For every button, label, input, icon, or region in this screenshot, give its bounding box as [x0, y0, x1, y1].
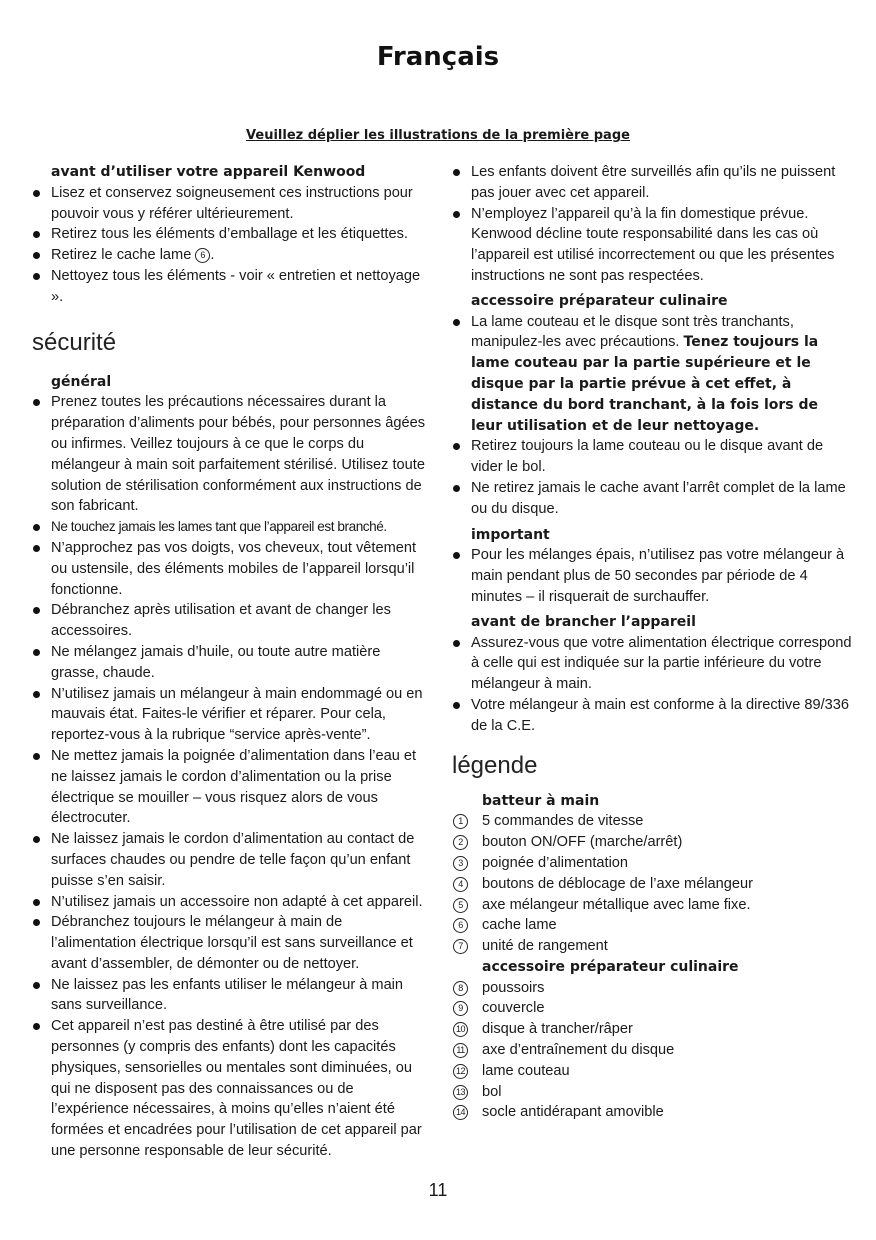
safety-heading: sécurité — [32, 328, 117, 356]
bullet-icon — [33, 231, 40, 238]
list-item: Lisez et conservez soigneusement ces instructions pour pouvoir vous y référer ultérieurement. — [32, 183, 430, 225]
bullet-icon — [453, 552, 460, 559]
part-number-badge: 1 — [453, 814, 468, 829]
list-item: Retirez toujours la lame couteau ou le disque avant de vider le bol. — [452, 436, 852, 478]
right-column — [452, 162, 852, 1123]
food-processor-heading: accessoire préparateur culinaire — [471, 292, 728, 309]
list-item: Ne retirez jamais le cache avant l’arrêt complet de la lame ou du disque. — [452, 478, 852, 520]
list-item: Les enfants doivent être surveillés afin qu’ils ne puissent pas jouer avec cet appareil. — [452, 162, 852, 204]
food-processor-list — [452, 312, 852, 520]
list-item: Ne laissez pas les enfants utiliser le mélangeur à main sans surveillance. — [32, 975, 430, 1017]
bullet-icon — [453, 211, 460, 218]
legend-item: 6 cache lame — [452, 915, 852, 936]
list-item: N’utilisez jamais un mélangeur à main endommagé ou en mauvais état. Faites-le vérifier et réparer. Pour cela, reportez-vous à la rubrique “service après-vente”. — [32, 684, 430, 746]
bullet-icon — [33, 691, 40, 698]
list-item: Pour les mélanges épais, n’utilisez pas votre mélangeur à main pendant plus de 50 secondes par période de 4 minutes – il risquerait de surchauffer. — [452, 545, 852, 607]
list-item: Votre mélangeur à main est conforme à la directive 89/336 de la C.E. — [452, 695, 852, 737]
bullet-icon — [453, 640, 460, 647]
legend-item: 9 couvercle — [452, 998, 852, 1019]
page-number: 11 — [428, 1180, 448, 1200]
legend-group-blender: batteur à main — [482, 792, 600, 809]
legend-item: 10 disque à trancher/râper — [452, 1019, 852, 1040]
part-number-badge: 4 — [453, 877, 468, 892]
bullet-icon — [33, 836, 40, 843]
part-number-badge: 9 — [453, 1001, 468, 1016]
bullet-icon — [33, 753, 40, 760]
list-item: Assurez-vous que votre alimentation électrique correspond à celle qui est indiquée sur la partie inférieure du votre mélangeur à main. — [452, 633, 852, 695]
list-item: La lame couteau et le disque sont très tranchants, manipulez-les avec précautions. Tenez toujours la lame couteau par la partie supérieure et le disque par la partie prévue à cet effet, à distance du bord tranchant, à la fois lors de leur utilisation et de leur nettoyage. — [452, 312, 852, 437]
bullet-icon — [33, 545, 40, 552]
legend-list-blender — [452, 811, 852, 957]
list-item: N’employez l’appareil qu’à la fin domestique prévue. Kenwood décline toute responsabilité dans les cas où l’appareil est utilisé incorrectement ou que les présentes instructions ne sont pas respectées. — [452, 204, 852, 287]
bullet-icon — [33, 399, 40, 406]
list-item: Ne touchez jamais les lames tant que l’appareil est branché. — [32, 517, 430, 538]
legend-list-food-processor — [452, 978, 852, 1124]
bullet-icon — [453, 319, 460, 326]
legend-item: 13 bol — [452, 1082, 852, 1103]
list-item: Ne mélangez jamais d’huile, ou toute autre matière grasse, chaude. — [32, 642, 430, 684]
bullet-icon — [33, 899, 40, 906]
list-item: Débranchez après utilisation et avant de changer les accessoires. — [32, 600, 430, 642]
bullet-icon — [453, 443, 460, 450]
part-number-badge: 8 — [453, 981, 468, 996]
part-number-badge: 14 — [453, 1105, 468, 1120]
bullet-icon — [33, 1023, 40, 1030]
bullet-icon — [33, 607, 40, 614]
list-item: Cet appareil n’est pas destiné à être utilisé par des personnes (y compris des enfants) dont les capacités physiques, sensorielles ou mentales sont diminuées, ou qui ne disposent pas des connaissances ou de l’expérience nécessaires, à moins qu’elles n’aient été formées et encadrées pour l’utilisation de cet appareil par une personne responsable de leur sécurité. — [32, 1016, 430, 1162]
general-continued-list — [452, 162, 852, 287]
legend-item: 11 axe d’entraînement du disque — [452, 1040, 852, 1061]
legend-item: 3 poignée d’alimentation — [452, 853, 852, 874]
part-number-badge: 6 — [195, 248, 210, 263]
bold-warning: Tenez toujours la lame couteau par la partie supérieure et le disque par la partie prévue à cet effet, à distance du bord tranchant, à la fois lors de leur utilisation et de leur nettoyage. — [471, 334, 819, 434]
part-number-badge: 2 — [453, 835, 468, 850]
part-number-badge: 7 — [453, 939, 468, 954]
bullet-icon — [33, 190, 40, 197]
before-use-heading: avant d’utiliser votre appareil Kenwood — [51, 164, 366, 180]
before-use-list — [32, 183, 430, 308]
part-number-badge: 11 — [453, 1043, 468, 1058]
legend-heading: légende — [452, 751, 538, 779]
part-number-badge: 5 — [453, 898, 468, 913]
list-item: Nettoyez tous les éléments - voir « entretien et nettoyage ». — [32, 266, 430, 308]
before-plug-heading: avant de brancher l’appareil — [471, 613, 696, 630]
legend-item: 8 poussoirs — [452, 978, 852, 999]
bullet-icon — [33, 524, 40, 531]
bullet-icon — [453, 485, 460, 492]
part-number-badge: 12 — [453, 1064, 468, 1079]
important-list — [452, 545, 852, 607]
part-number-badge: 3 — [453, 856, 468, 871]
bullet-icon — [33, 649, 40, 656]
general-subheading: général — [51, 373, 112, 390]
bullet-icon — [33, 919, 40, 926]
legend-item: 12 lame couteau — [452, 1061, 852, 1082]
list-item: Prenez toutes les précautions nécessaires durant la préparation d’aliments pour bébés, pour personnes âgées ou infirmes. Veillez toujours à ce que le corps du mélangeur à main soit parfaitement stérilisé. Utilisez toute solution de stérilisation conformément aux instructions de son fabricant. — [32, 392, 430, 517]
legend-item: 2 bouton ON/OFF (marche/arrêt) — [452, 832, 852, 853]
bullet-icon — [453, 702, 460, 709]
safety-list — [32, 392, 430, 1161]
page-title: Français — [376, 42, 500, 72]
bullet-icon — [453, 169, 460, 176]
legend-item: 5 axe mélangeur métallique avec lame fixe. — [452, 895, 852, 916]
left-column — [32, 162, 430, 1162]
legend-item: 14 socle antidérapant amovible — [452, 1102, 852, 1123]
list-item: N’utilisez jamais un accessoire non adapté à cet appareil. — [32, 892, 430, 913]
list-item: N’approchez pas vos doigts, vos cheveux, tout vêtement ou ustensile, des éléments mobiles de l’appareil lorsqu’il fonctionne. — [32, 538, 430, 600]
legend-item: 1 5 commandes de vitesse — [452, 811, 852, 832]
list-item: Ne mettez jamais la poignée d’alimentation dans l’eau et ne laissez jamais le cordon d’alimentation ou la prise électrique se mouiller – vous risquez alors de vous électrocuter. — [32, 746, 430, 829]
legend-item: 4 boutons de déblocage de l’axe mélangeur — [452, 874, 852, 895]
list-item: Retirez tous les éléments d’emballage et les étiquettes. — [32, 224, 430, 245]
bullet-icon — [33, 252, 40, 259]
bullet-icon — [33, 982, 40, 989]
important-heading: important — [471, 526, 550, 543]
part-number-badge: 10 — [453, 1022, 468, 1037]
illustrations-note: Veuillez déplier les illustrations de la première page — [246, 128, 630, 143]
list-item: Retirez le cache lame 6 . — [32, 245, 430, 266]
part-number-badge: 13 — [453, 1085, 468, 1100]
list-item: Débranchez toujours le mélangeur à main de l’alimentation électrique lorsqu’il est sans surveillance et avant d’assembler, de démonter ou de nettoyer. — [32, 912, 430, 974]
before-plug-list — [452, 633, 852, 737]
part-number-badge: 6 — [453, 918, 468, 933]
legend-item: 7 unité de rangement — [452, 936, 852, 957]
list-item: Ne laissez jamais le cordon d’alimentation au contact de surfaces chaudes ou pendre de telle façon qu’un enfant puisse s’en saisir. — [32, 829, 430, 891]
legend-group-food-processor: accessoire préparateur culinaire — [482, 958, 739, 975]
bullet-icon — [33, 273, 40, 280]
